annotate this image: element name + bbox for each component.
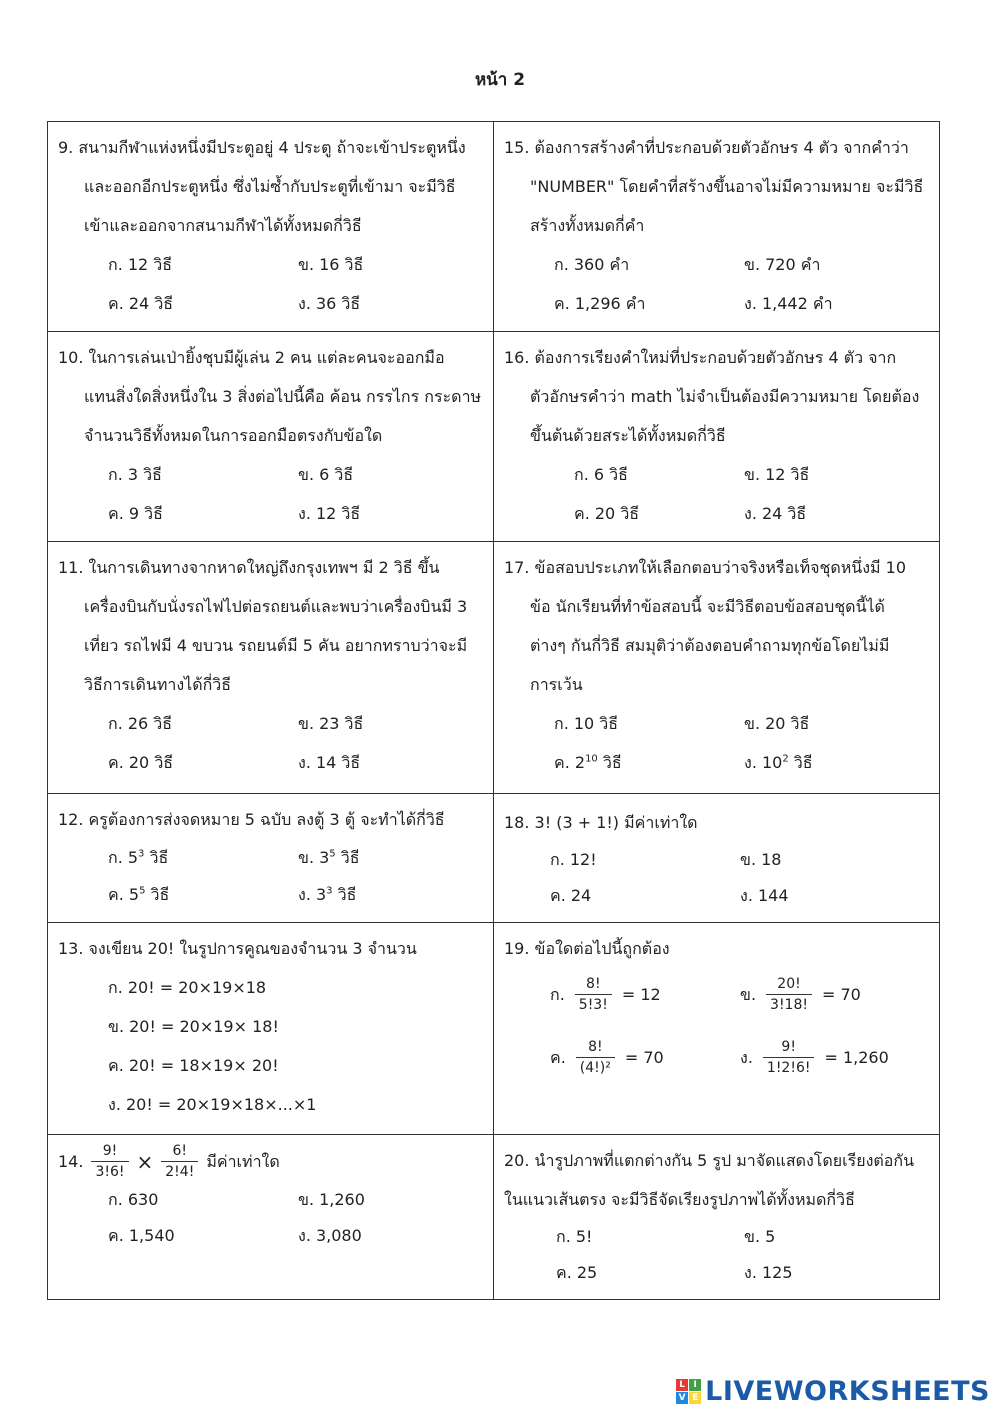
q19-b-label: ข. [740, 984, 757, 1004]
q9-option-a[interactable]: ก. 12 วิธี [108, 255, 173, 274]
q19-d-label: ง. [740, 1047, 753, 1067]
q13-option-b[interactable]: ข. 20! = 20×19× 18! [108, 1017, 279, 1036]
page-title: หน้า 2 [474, 70, 526, 90]
logo-tile-i: I [689, 1379, 701, 1391]
q12-d-base: ง. 3 [298, 885, 327, 904]
q14-f2-denominator: 2!4! [161, 1161, 198, 1182]
q11-option-b[interactable]: ข. 23 วิธี [298, 714, 364, 733]
logo-tile-e: E [689, 1392, 701, 1404]
q18-option-a[interactable]: ก. 12! [550, 850, 597, 869]
q19-b-fraction [766, 974, 812, 1015]
q13-option-c[interactable]: ค. 20! = 18×19× 20! [108, 1056, 279, 1075]
q19-d-fraction [763, 1037, 815, 1078]
q10-line2: แทนสิ่งใดสิ่งหนึ่งใน 3 สิ่งต่อไปนี้คือ ค้อน กรรไกร กระดาษ [84, 387, 482, 406]
q15-line2: "NUMBER" โดยคำที่สร้างขึ้นอาจไม่มีความหมาย จะมีวิธี [530, 177, 924, 196]
q12-a-base: ก. 5 [108, 848, 139, 867]
q19-c-label: ค. [550, 1047, 566, 1067]
q11-line4: วิธีการเดินทางได้กี่วิธี [84, 675, 232, 694]
q14-fraction-2 [161, 1141, 198, 1182]
q14-tail: มีค่าเท่าใด [206, 1151, 280, 1171]
q19-line1: 19. ข้อใดต่อไปนี้ถูกต้อง [504, 939, 670, 958]
q14-option-b[interactable]: ข. 1,260 [298, 1190, 365, 1209]
q17-c-unit: วิธี [597, 753, 622, 772]
logo-tile-l: L [676, 1379, 688, 1391]
q17-option-c[interactable] [554, 743, 744, 782]
q19-b-value: = 70 [821, 984, 861, 1004]
q19-c-denominator: (4!)² [576, 1057, 615, 1078]
q12-option-c[interactable] [108, 876, 298, 913]
question-20 [494, 1135, 940, 1300]
q14-f1-denominator: 3!6! [91, 1161, 128, 1182]
q10-option-a[interactable]: ก. 3 วิธี [108, 465, 162, 484]
q16-option-a[interactable]: ก. 6 วิธี [574, 465, 628, 484]
q12-option-b[interactable] [298, 839, 498, 876]
q19-option-d[interactable] [740, 1037, 950, 1078]
question-10 [48, 332, 494, 542]
q19-d-numerator: 9! [781, 1039, 796, 1055]
question-11 [48, 542, 494, 794]
q18-line1: 18. 3! (3 + 1!) มีค่าเท่าใด [504, 813, 698, 832]
q17-d-base: ง. 10 [744, 753, 783, 772]
q17-option-a[interactable]: ก. 10 วิธี [554, 714, 619, 733]
q9-line3: เข้าและออกจากสนามกีฬาได้ทั้งหมดกี่วิธี [84, 216, 362, 235]
liveworksheets-logo-icon [676, 1379, 701, 1404]
q20-option-a[interactable]: ก. 5! [556, 1227, 593, 1246]
q10-line3: จำนวนวิธีทั้งหมดในการออกมือตรงกับข้อใด [84, 426, 383, 445]
q13-option-d[interactable]: ง. 20! = 20×19×18×...×1 [108, 1095, 317, 1114]
q14-f1-numerator: 9! [102, 1143, 118, 1159]
q11-line3: เที่ยว รถไฟมี 4 ขบวน รถยนต์มี 5 คัน อยากทราบว่าจะมี [84, 636, 468, 655]
q12-option-d[interactable] [298, 876, 498, 913]
q12-d-unit: วิธี [332, 885, 357, 904]
question-18 [494, 794, 940, 923]
q19-option-a[interactable] [550, 974, 740, 1015]
q12-a-unit: วิธี [144, 848, 169, 867]
q9-option-d[interactable]: ง. 36 วิธี [298, 294, 361, 313]
question-grid [47, 121, 940, 1300]
q9-option-c[interactable]: ค. 24 วิธี [108, 294, 174, 313]
q12-c-exponent: 5 [139, 885, 146, 897]
q18-option-d[interactable]: ง. 144 [740, 886, 789, 905]
q19-a-label: ก. [550, 984, 565, 1004]
q15-option-c[interactable]: ค. 1,296 คำ [554, 294, 646, 313]
q15-option-b[interactable]: ข. 720 คำ [744, 255, 821, 274]
q17-line2: ข้อ นักเรียนที่ทำข้อสอบนี้ จะมีวิธีตอบข้อสอบชุดนี้ได้ [530, 597, 885, 616]
question-19 [494, 923, 940, 1135]
liveworksheets-logo [676, 1376, 990, 1407]
q10-option-c[interactable]: ค. 9 วิธี [108, 504, 163, 523]
q10-option-b[interactable]: ข. 6 วิธี [298, 465, 354, 484]
logo-tile-v: V [676, 1392, 688, 1404]
q12-option-a[interactable] [108, 839, 298, 876]
q19-c-fraction [576, 1037, 615, 1078]
q20-option-c[interactable]: ค. 25 [556, 1263, 598, 1282]
q13-option-a[interactable]: ก. 20! = 20×19×18 [108, 978, 267, 997]
q14-f2-numerator: 6! [172, 1143, 188, 1159]
q11-option-a[interactable]: ก. 26 วิธี [108, 714, 173, 733]
q19-b-denominator: 3!18! [766, 994, 812, 1015]
q16-option-d[interactable]: ง. 24 วิธี [744, 504, 807, 523]
q13-line1: 13. จงเขียน 20! ในรูปการคูณของจำนวน 3 จำนวน [58, 939, 417, 958]
q17-line4: การเว้น [530, 675, 583, 694]
q16-line3: ขึ้นต้นด้วยสระได้ทั้งหมดกี่วิธี [530, 426, 726, 445]
q14-option-d[interactable]: ง. 3,080 [298, 1226, 362, 1245]
question-15 [494, 122, 940, 332]
q19-a-value: = 12 [621, 984, 661, 1004]
q12-a-exponent: 3 [138, 848, 145, 860]
q14-option-a[interactable]: ก. 630 [108, 1190, 159, 1209]
q19-d-denominator: 1!2!6! [763, 1057, 815, 1078]
q19-c-value: = 70 [624, 1047, 664, 1067]
q11-line2: เครื่องบินกับนั่งรถไฟไปต่อรถยนต์และพบว่าเครื่องบินมี 3 [84, 597, 468, 616]
q9-line1: 9. สนามกีฬาแห่งหนึ่งมีประตูอยู่ 4 ประตู ถ้าจะเข้าประตูหนึ่ง [58, 138, 466, 157]
q20-option-d[interactable]: ง. 125 [744, 1263, 793, 1282]
q15-option-a[interactable]: ก. 360 คำ [554, 255, 630, 274]
q17-c-base: ค. 2 [554, 753, 586, 772]
q18-option-c[interactable]: ค. 24 [550, 886, 592, 905]
q19-d-value: = 1,260 [824, 1047, 889, 1067]
q14-times-sign: × [136, 1149, 154, 1174]
question-13 [48, 923, 494, 1135]
q17-d-unit: วิธี [788, 753, 813, 772]
q11-line1: 11. ในการเดินทางจากหาดใหญ่ถึงกรุงเทพฯ มี 2 วิธี ขึ้น [58, 558, 440, 577]
q14-label: 14. [58, 1151, 84, 1171]
q17-c-exponent: 10 [585, 753, 598, 765]
q17-line1: 17. ข้อสอบประเภทให้เลือกตอบว่าจริงหรือเท็จชุดหนึ่งมี 10 [504, 558, 907, 577]
q16-option-c[interactable]: ค. 20 วิธี [574, 504, 640, 523]
q12-b-unit: วิธี [335, 848, 360, 867]
q17-line3: ต่างๆ กันกี่วิธี สมมุติว่าต้องตอบคำถามทุกข้อโดยไม่มี [530, 636, 890, 655]
question-9 [48, 122, 494, 332]
q19-c-numerator: 8! [588, 1039, 603, 1055]
q19-option-c[interactable] [550, 1037, 740, 1078]
q19-a-fraction [575, 974, 612, 1015]
question-17 [494, 542, 940, 794]
q9-line2: และออกอีกประตูหนึ่ง ซึ่งไม่ซ้ำกับประตูที่เข้ามา จะมีวิธี [84, 177, 456, 196]
q18-option-b[interactable]: ข. 18 [740, 850, 782, 869]
q17-option-d[interactable] [744, 743, 944, 782]
q19-option-b[interactable] [740, 974, 950, 1015]
q12-c-base: ค. 5 [108, 885, 140, 904]
q12-b-exponent: 5 [329, 848, 336, 860]
q14-fraction-1 [91, 1141, 128, 1182]
q15-option-d[interactable]: ง. 1,442 คำ [744, 294, 833, 313]
q12-line1: 12. ครูต้องการส่งจดหมาย 5 ฉบับ ลงตู้ 3 ตู้ จะทำได้กี่วิธี [58, 810, 445, 829]
q16-option-b[interactable]: ข. 12 วิธี [744, 465, 810, 484]
question-14 [48, 1135, 494, 1300]
q9-option-b[interactable]: ข. 16 วิธี [298, 255, 364, 274]
q10-line1: 10. ในการเล่นเป่ายิ้งชุบมีผู้เล่น 2 คน แต่ละคนจะออกมือ [58, 348, 445, 367]
q20-line1: 20. นำรูปภาพที่แตกต่างกัน 5 รูป มาจัดแสดงโดยเรียงต่อกัน [504, 1151, 915, 1170]
q15-line1: 15. ต้องการสร้างคำที่ประกอบด้วยตัวอักษร 4 ตัว จากคำว่า [504, 138, 909, 157]
q12-b-base: ข. 3 [298, 848, 330, 867]
q15-line3: สร้างทั้งหมดกี่คำ [530, 216, 645, 235]
question-12 [48, 794, 494, 923]
liveworksheets-logo-text: LIVEWORKSHEETS [705, 1376, 990, 1407]
question-16 [494, 332, 940, 542]
q17-d-exponent: 2 [782, 753, 789, 765]
q19-a-numerator: 8! [586, 976, 601, 992]
q11-option-c[interactable]: ค. 20 วิธี [108, 753, 174, 772]
q12-c-unit: วิธี [145, 885, 170, 904]
q20-line2: ในแนวเส้นตรง จะมีวิธีจัดเรียงรูปภาพได้ทั้งหมดกี่วิธี [504, 1190, 855, 1209]
q19-b-numerator: 20! [777, 976, 801, 992]
q17-option-b[interactable]: ข. 20 วิธี [744, 714, 810, 733]
q19-a-denominator: 5!3! [575, 994, 612, 1015]
q14-option-c[interactable]: ค. 1,540 [108, 1226, 175, 1245]
q12-d-exponent: 3 [326, 885, 333, 897]
q16-line2: ตัวอักษรคำว่า math ไม่จำเป็นต้องมีความหมาย โดยต้อง [530, 387, 920, 406]
q10-option-d[interactable]: ง. 12 วิธี [298, 504, 361, 523]
q20-option-b[interactable]: ข. 5 [744, 1227, 776, 1246]
q11-option-d[interactable]: ง. 14 วิธี [298, 753, 361, 772]
q16-line1: 16. ต้องการเรียงคำใหม่ที่ประกอบด้วยตัวอักษร 4 ตัว จาก [504, 348, 897, 367]
